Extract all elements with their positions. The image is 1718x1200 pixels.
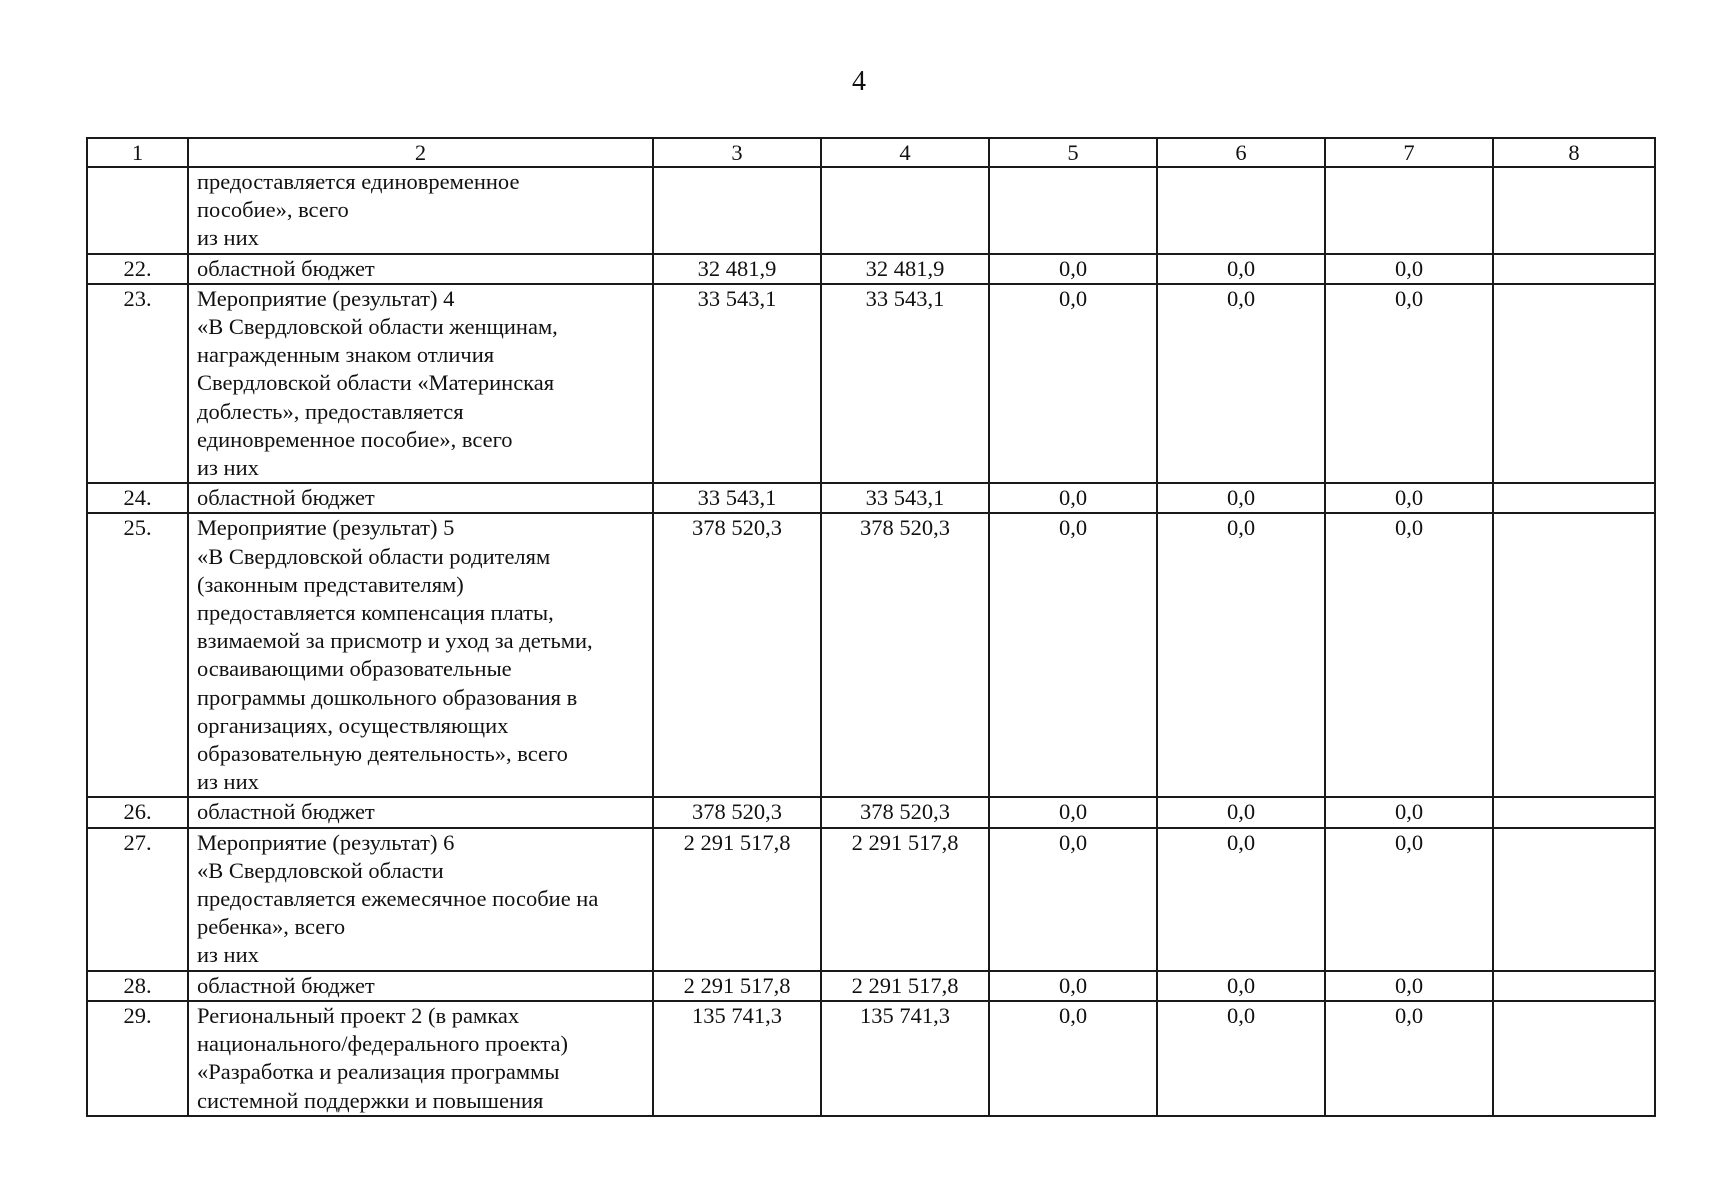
amount-cell-c8: [1493, 483, 1655, 513]
table-row: [87, 167, 1655, 254]
row-number: 25.: [87, 513, 188, 797]
amount-cell-c4: 2 291 517,8: [821, 971, 989, 1001]
row-description: [188, 167, 653, 254]
row-number: 26.: [87, 797, 188, 827]
amount-cell-c6: 0,0: [1157, 1001, 1325, 1116]
amount-cell-c4: 135 741,3: [821, 1001, 989, 1116]
amount-cell-c3: [653, 167, 821, 254]
amount-cell-c5: 0,0: [989, 828, 1157, 971]
amount-cell-c7: 0,0: [1325, 828, 1493, 971]
table-row: [87, 971, 1655, 1001]
amount-cell-c8: [1493, 971, 1655, 1001]
description-line: из них: [197, 455, 259, 481]
description-line: Мероприятие (результат) 5: [197, 515, 455, 541]
table-row: [87, 483, 1655, 513]
description-line: предоставляется компенсация платы,: [197, 600, 554, 626]
amount-cell-c7: 0,0: [1325, 971, 1493, 1001]
amount-cell-c6: 0,0: [1157, 254, 1325, 284]
amount-cell-c8: [1493, 797, 1655, 827]
amount-cell-c7: 0,0: [1325, 254, 1493, 284]
description-line: образовательную деятельность», всего: [197, 741, 568, 767]
amount-cell-c3: 378 520,3: [653, 797, 821, 827]
column-header: 3: [653, 138, 821, 167]
description-line: из них: [197, 769, 259, 795]
amount-cell-c4: 2 291 517,8: [821, 828, 989, 971]
table-row: [87, 254, 1655, 284]
amount-cell-c5: 0,0: [989, 971, 1157, 1001]
row-number: [87, 167, 188, 254]
amount-cell-c3: 2 291 517,8: [653, 828, 821, 971]
description-line: «В Свердловской области родителям: [197, 543, 551, 569]
description-line: областной бюджет: [197, 255, 375, 281]
description-line: единовременное пособие», всего: [197, 426, 513, 452]
amount-cell-c6: 0,0: [1157, 513, 1325, 797]
row-description: [188, 284, 653, 483]
column-header: 2: [188, 138, 653, 167]
page-number: 4: [852, 66, 866, 97]
description-line: из них: [197, 225, 259, 251]
table-row: [87, 284, 1655, 483]
description-line: ребенка», всего: [197, 914, 346, 940]
amount-cell-c3: 33 543,1: [653, 483, 821, 513]
row-description: [188, 971, 653, 1001]
amount-cell-c6: [1157, 167, 1325, 254]
table-row: [87, 797, 1655, 827]
description-line: Мероприятие (результат) 4: [197, 285, 455, 311]
amount-cell-c5: 0,0: [989, 513, 1157, 797]
column-header: 4: [821, 138, 989, 167]
description-line: национального/федерального проекта): [197, 1031, 569, 1057]
amount-cell-c7: 0,0: [1325, 513, 1493, 797]
amount-cell-c7: [1325, 167, 1493, 254]
column-number-header-row: [87, 138, 1655, 167]
amount-cell-c5: 0,0: [989, 797, 1157, 827]
amount-cell-c3: 135 741,3: [653, 1001, 821, 1116]
amount-cell-c5: 0,0: [989, 1001, 1157, 1116]
amount-cell-c5: [989, 167, 1157, 254]
amount-cell-c4: 32 481,9: [821, 254, 989, 284]
amount-cell-c8: [1493, 284, 1655, 483]
row-description: [188, 254, 653, 284]
description-line: предоставляется ежемесячное пособие на: [197, 886, 599, 912]
description-line: взимаемой за присмотр и уход за детьми,: [197, 628, 593, 654]
row-number: 22.: [87, 254, 188, 284]
description-line: награжденным знаком отличия: [197, 342, 495, 368]
description-line: областной бюджет: [197, 799, 375, 825]
row-number: 27.: [87, 828, 188, 971]
row-number: 23.: [87, 284, 188, 483]
amount-cell-c8: [1493, 1001, 1655, 1116]
row-description: [188, 483, 653, 513]
amount-cell-c6: 0,0: [1157, 828, 1325, 971]
description-line: осваивающими образовательные: [197, 656, 512, 682]
row-number: 29.: [87, 1001, 188, 1116]
description-line: областной бюджет: [197, 972, 375, 998]
amount-cell-c8: [1493, 167, 1655, 254]
description-line: доблесть», предоставляется: [197, 398, 464, 424]
description-line: предоставляется единовременное: [197, 169, 520, 194]
amount-cell-c3: 2 291 517,8: [653, 971, 821, 1001]
column-header: 5: [989, 138, 1157, 167]
amount-cell-c4: 378 520,3: [821, 797, 989, 827]
column-header: 1: [87, 138, 188, 167]
amount-cell-c5: 0,0: [989, 483, 1157, 513]
description-line: «Разработка и реализация программы: [197, 1059, 560, 1085]
amount-cell-c6: 0,0: [1157, 971, 1325, 1001]
amount-cell-c7: 0,0: [1325, 284, 1493, 483]
row-description: [188, 828, 653, 971]
amount-cell-c4: 33 543,1: [821, 483, 989, 513]
description-line: пособие», всего: [197, 197, 349, 223]
amount-cell-c3: 33 543,1: [653, 284, 821, 483]
column-header: 6: [1157, 138, 1325, 167]
budget-table: [86, 137, 1656, 1117]
amount-cell-c5: 0,0: [989, 254, 1157, 284]
amount-cell-c8: [1493, 828, 1655, 971]
description-line: «В Свердловской области женщинам,: [197, 314, 558, 340]
description-line: областной бюджет: [197, 485, 375, 511]
amount-cell-c8: [1493, 254, 1655, 284]
amount-cell-c8: [1493, 513, 1655, 797]
description-line: организациях, осуществляющих: [197, 712, 509, 738]
amount-cell-c4: 33 543,1: [821, 284, 989, 483]
row-number: 24.: [87, 483, 188, 513]
column-header: 7: [1325, 138, 1493, 167]
description-line: программы дошкольного образования в: [197, 684, 578, 710]
table-row: [87, 828, 1655, 971]
row-description: [188, 513, 653, 797]
table-row: [87, 513, 1655, 797]
description-line: (законным представителям): [197, 571, 464, 597]
amount-cell-c7: 0,0: [1325, 1001, 1493, 1116]
column-header: 8: [1493, 138, 1655, 167]
description-line: «В Свердловской области: [197, 857, 444, 883]
amount-cell-c3: 32 481,9: [653, 254, 821, 284]
amount-cell-c7: 0,0: [1325, 797, 1493, 827]
amount-cell-c4: 378 520,3: [821, 513, 989, 797]
amount-cell-c4: [821, 167, 989, 254]
description-line: Мероприятие (результат) 6: [197, 829, 455, 855]
amount-cell-c7: 0,0: [1325, 483, 1493, 513]
row-description: [188, 1001, 653, 1116]
description-line: из них: [197, 942, 259, 968]
amount-cell-c3: 378 520,3: [653, 513, 821, 797]
amount-cell-c5: 0,0: [989, 284, 1157, 483]
amount-cell-c6: 0,0: [1157, 284, 1325, 483]
row-number: 28.: [87, 971, 188, 1001]
amount-cell-c6: 0,0: [1157, 483, 1325, 513]
description-line: Свердловской области «Материнская: [197, 370, 555, 396]
amount-cell-c6: 0,0: [1157, 797, 1325, 827]
table-row: [87, 1001, 1655, 1116]
row-description: [188, 797, 653, 827]
description-line: системной поддержки и повышения: [197, 1087, 544, 1113]
description-line: Региональный проект 2 (в рамках: [197, 1002, 520, 1028]
